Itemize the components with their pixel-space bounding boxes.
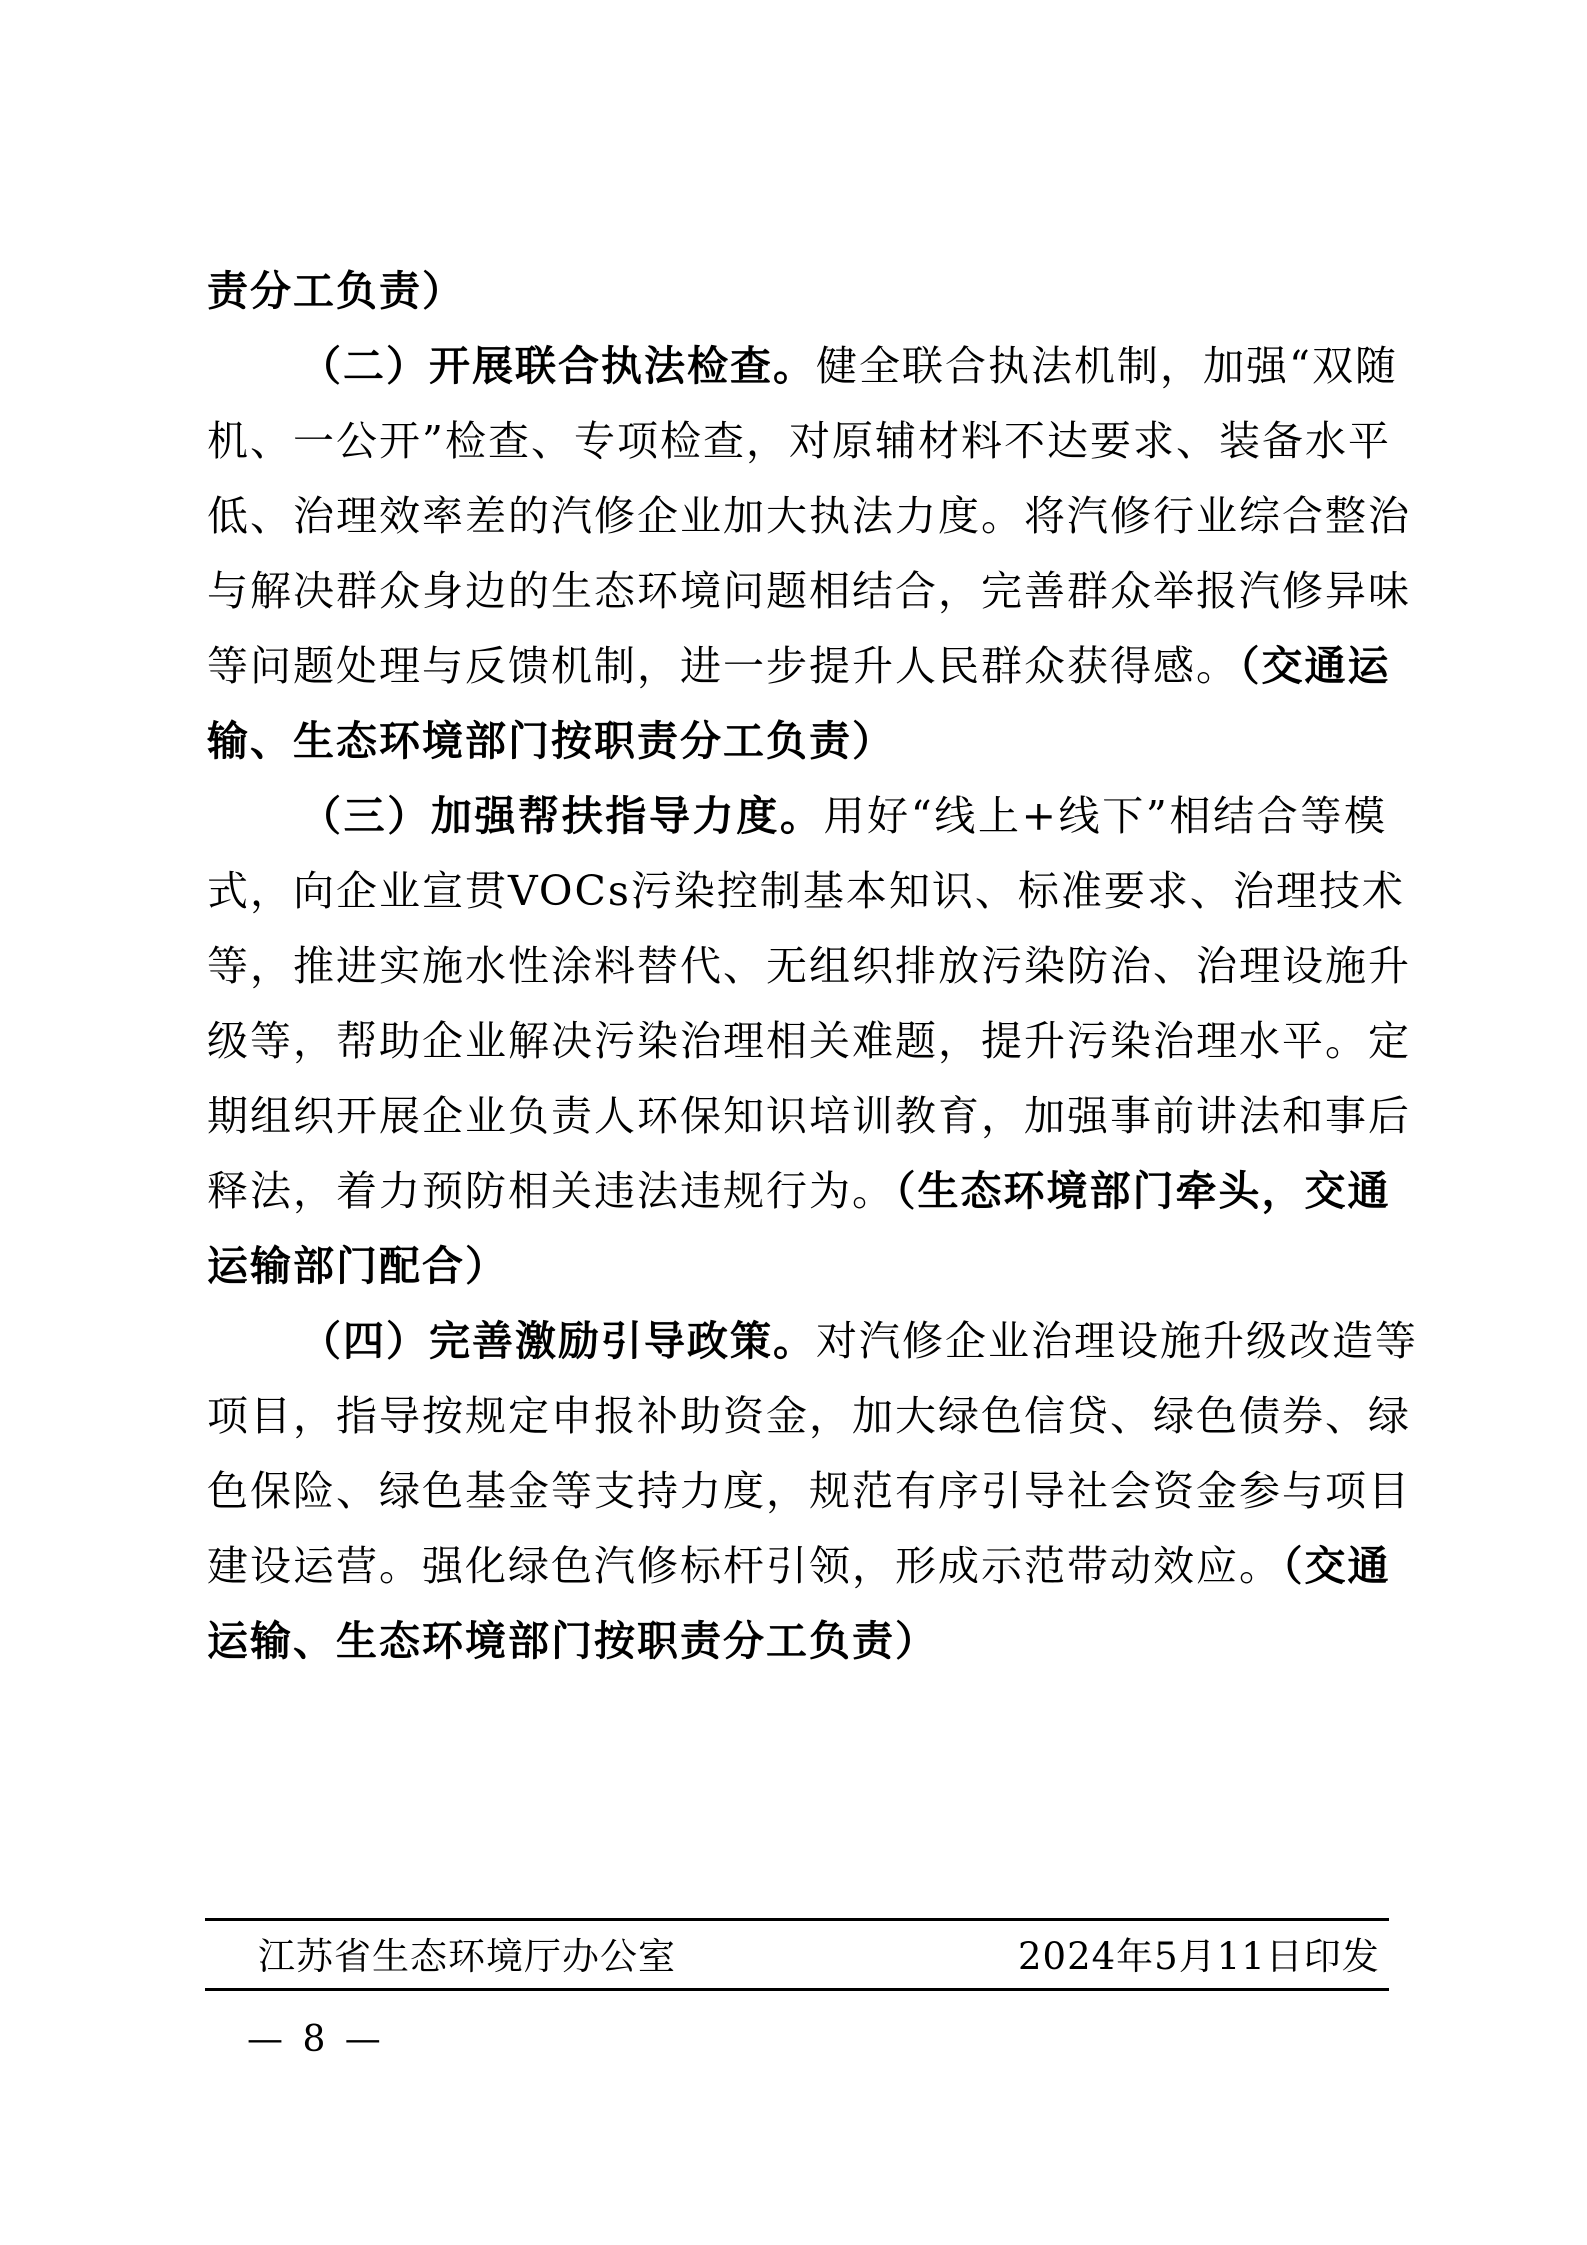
responsibility-note: （交通运 xyxy=(1239,642,1391,690)
paragraph-3-line-2: 式，向企业宣贯VOCs污染控制基本知识、标准要求、治理技术 xyxy=(207,867,1405,915)
paragraph-4-line-4 xyxy=(207,1528,1391,1604)
paragraph-continuation xyxy=(207,253,1387,329)
issue-date: 2024年5月11日印发 xyxy=(1018,1935,1380,1978)
paragraph-2-line-3: 低、治理效率差的汽修企业加大执法力度。将汽修行业综合整治 xyxy=(207,492,1411,540)
paragraph-2-line-4: 与解决群众身边的生态环境问题相结合，完善群众举报汽修异味 xyxy=(207,567,1411,615)
paragraph-4-line-2: 项目，指导按规定申报补助资金，加大绿色信贷、绿色债券、绿 xyxy=(207,1392,1411,1440)
responsibility-note: 输、生态环境部门按职责分工负责） xyxy=(207,717,895,765)
paragraph-text: 用好“线上+线下”相结合等模 xyxy=(823,792,1387,840)
responsibility-note: 责分工负责） xyxy=(207,267,465,315)
footer-top-rule xyxy=(205,1918,1389,1921)
paragraph-text: 对汽修企业治理设施升级改造等 xyxy=(816,1317,1418,1365)
paragraph-3-line-1 xyxy=(300,778,1387,854)
responsibility-note: 运输部门配合） xyxy=(207,1242,508,1290)
paragraph-2-line-6 xyxy=(207,703,1387,779)
paragraph-3-line-3: 等，推进实施水性涂料替代、无组织排放污染防治、治理设施升 xyxy=(207,942,1411,990)
responsibility-note: 运输、生态环境部门按职责分工负责） xyxy=(207,1617,938,1665)
section-heading-2: （二）开展联合执法检查。 xyxy=(300,342,816,390)
paragraph-4-line-3: 色保险、绿色基金等支持力度，规范有序引导社会资金参与项目 xyxy=(207,1467,1411,1515)
paragraph-3-line-4: 级等，帮助企业解决污染治理相关难题，提升污染治理水平。定 xyxy=(207,1017,1411,1065)
page-number: — 8 — xyxy=(247,2019,385,2060)
paragraph-4-line-5 xyxy=(207,1603,1387,1679)
paragraph-3-line-7 xyxy=(207,1228,1387,1304)
paragraph-2-line-2: 机、一公开”检查、专项检查，对原辅材料不达要求、装备水平 xyxy=(207,417,1391,465)
section-heading-4: （四）完善激励引导政策。 xyxy=(300,1317,816,1365)
section-heading-3: （三）加强帮扶指导力度。 xyxy=(300,792,824,840)
footer-bottom-rule xyxy=(205,1988,1389,1991)
paragraph-text: 健全联合执法机制，加强“双随 xyxy=(816,342,1398,390)
paragraph-text: 释法，着力预防相关违法违规行为。 xyxy=(207,1167,895,1215)
paragraph-text: 建设运营。强化绿色汽修标杆引领，形成示范带动效应。 xyxy=(207,1542,1282,1590)
responsibility-note: （交通 xyxy=(1282,1542,1391,1590)
issuer-name: 江苏省生态环境厅办公室 xyxy=(258,1935,676,1978)
paragraph-2-line-1 xyxy=(300,328,1398,404)
paragraph-4-line-1 xyxy=(300,1303,1418,1379)
paragraph-3-line-5: 期组织开展企业负责人环保知识培训教育，加强事前讲法和事后 xyxy=(207,1092,1411,1140)
responsibility-note: （生态环境部门牵头，交通 xyxy=(895,1167,1391,1215)
paragraph-text: 等问题处理与反馈机制，进一步提升人民群众获得感。 xyxy=(207,642,1239,690)
paragraph-2-line-5 xyxy=(207,628,1391,704)
paragraph-3-line-6 xyxy=(207,1153,1391,1229)
